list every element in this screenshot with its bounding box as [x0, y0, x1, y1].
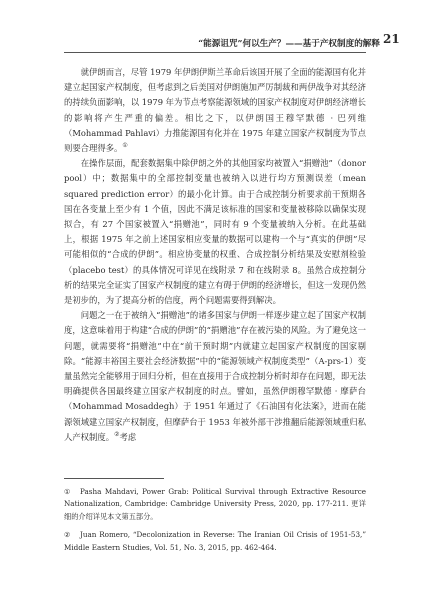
- header-rule: [64, 52, 366, 53]
- footnote-2-marker: ②: [64, 530, 71, 540]
- footnote-1-text: Pasha Mahdavi, Power Grab: Political Survival through Extractive Resource Nationalization, Cambridge: Cambridge University Press, 2020, pp. 177-211. 更详细的介绍详见本文第五部分。: [64, 487, 366, 521]
- paragraph-3: [64, 308, 366, 445]
- footnote-2-text: Juan Romero, “Decolonization in Reverse: The Iranian Oil Crisis of 1951-53,” Middle Eastern Studies, Vol. 51, No. 3, 2015, pp. 462-464.: [64, 530, 366, 552]
- paragraph-2: [64, 156, 366, 308]
- page-number: 21: [383, 32, 400, 46]
- body-text: [64, 65, 366, 445]
- footnote-1: [64, 486, 366, 523]
- trailing-text: 考虑: [119, 431, 137, 442]
- footnote-1-marker: ①: [64, 487, 71, 496]
- footnote-2: [64, 529, 366, 554]
- running-header: [0, 37, 380, 49]
- footnote-ref-1[interactable]: ①: [122, 142, 128, 150]
- footnotes: [64, 486, 366, 560]
- paragraph-3-text: 问题之一在于被纳入“捐赠池”的诸多国家与伊朗一样逐步建立起了国家产权制度，这意味着用于构建“合成的伊朗”的“捐赠池”存在被污染的风险。为了避免这一问题，就需要将“捐赠池”中在“前干预时期”内就建立起国家产权制度的国家剔除。“能源丰裕国主要社会经济数据”中的“能源领域产权制度类型”（A-prs-1）变量虽然完全能够用于回归分析，但在直接用于合成控制分析时却存在问题，即无法明确提供各国最终建立国家产权制度的时点。譬如，虽然伊朗穆罕默德 · 摩萨台（Mohammad Mosaddegh）于 1951 年通过了《石油国有化法案》，进而在能源领域建立国家产权制度，但摩萨台于 1953 年被外部干涉推翻后能源领域重归私人产权制度。: [64, 310, 366, 442]
- footnote-ref-2[interactable]: ②: [114, 431, 120, 439]
- paragraph-1: [64, 65, 366, 156]
- running-title: “能源诅咒”何以生产？——基于产权制度的解释: [198, 39, 380, 49]
- paragraph-2-text: 在操作层面，配套数据集中除伊朗之外的其他国家均被置入“捐赠池”（donor pool）中；数据集中的全部控制变量也被纳入以进行均方预测误差（mean squared prediction error）的最小化计算。由于合成控制分析要求前干预期各国在各变量上至少有 1 个值，因此不满足该标准的国家和变量被移除以确保实现拟合，有 27 个国家被置入“捐赠池”，同时有 9 个变量被纳入分析。在此基础上，根据 1975 年之前上述国家相应变量的数据可以建构一个与“真实的伊朗”尽可能相似的“合成的伊朗”。相应协变量的权重、合成控制分析结果及安慰剂检验（placebo test）的具体情况可详见在线附录 7 和在线附录 8。虽然合成控制分析的结果完全证实了国家产权制度的建立有碍于伊朗的经济增长，但这一发现仍然是初步的，为了提高分析的信度，两个问题需要得到解决。: [64, 158, 366, 306]
- footnote-rule: [64, 478, 164, 479]
- paragraph-1-text: 就伊朗而言，尽管 1979 年伊朗伊斯兰革命后该国开展了全面的能源国有化并建立起国家产权制度，但考虑到之后美国对伊朗施加严厉制裁和两伊战争对其经济的持续负面影响，以 1979 年为节点考察能源领域的国家产权制度对伊朗经济增长的影响将产生严重的偏差。相比之下，以伊朗国王穆罕默德 · 巴列维（Mohammad Pahlavi）力推能源国有化并在 1975 年建立国家产权制度为节点则要合理得多。: [64, 67, 366, 154]
